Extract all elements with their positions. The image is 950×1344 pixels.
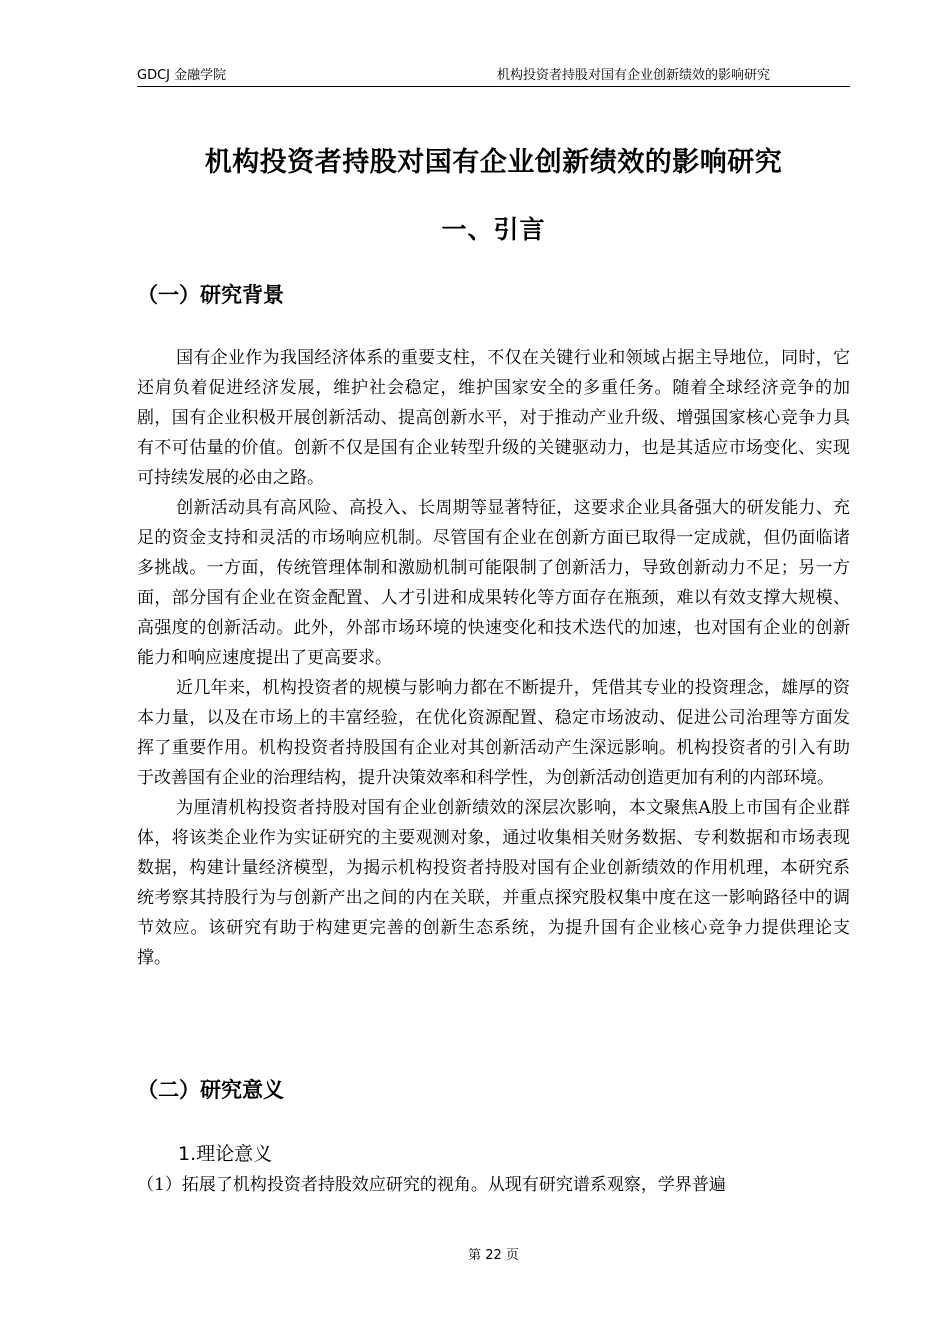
- significance-text: [137, 1170, 850, 1200]
- subsection-heading-background: （一）研究背景: [137, 283, 284, 307]
- document-title: 机构投资者持股对国有企业创新绩效的影响研究: [204, 147, 783, 178]
- header-left: GDCJ 金融学院: [137, 68, 227, 83]
- background-text: [137, 343, 850, 973]
- sub-subsection-heading-theory: 1.理论意义: [178, 1143, 273, 1165]
- paragraph: 国有企业作为我国经济体系的重要支柱，不仅在关键行业和领域占据主导地位，同时，它还肩负着促进经济发展，维护社会稳定，维护国家安全的多重任务。随着全球经济竞争的加剧，国有企业积极开展创新活动、提高创新水平，对于推动产业升级、增强国家核心竞争力具有不可估量的价值。创新不仅是国有企业转型升级的关键驱动力，也是其适应市场变化、实现可持续发展的必由之路。: [137, 348, 850, 488]
- header-right: 机构投资者持股对国有企业创新绩效的影响研究: [496, 68, 770, 83]
- paragraph: 创新活动具有高风险、高投入、长周期等显著特征，这要求企业具备强大的研发能力、充足的资金支持和灵活的市场响应机制。尽管国有企业在创新方面已取得一定成就，但仍面临诸多挑战。一方面，传统管理体制和激励机制可能限制了创新活力，导致创新动力不足；另一方面，部分国有企业在资金配置、人才引进和成果转化等方面存在瓶颈，难以有效支撑大规模、高强度的创新活动。此外，外部市场环境的快速变化和技术迭代的加速，也对国有企业的创新能力和响应速度提出了更高要求。: [137, 498, 850, 668]
- paragraph: 为厘清机构投资者持股对国有企业创新绩效的深层次影响，本文聚焦A股上市国有企业群体，将该类企业作为实证研究的主要观测对象，通过收集相关财务数据、专利数据和市场表现数据，构建计量经济模型，为揭示机构投资者持股对国有企业创新绩效的作用机理，本研究系统考察其持股行为与创新产出之间的内在关联，并重点探究股权集中度在这一影响路径中的调节效应。该研究有助于构建更完善的创新生态系统，为提升国有企业核心竞争力提供理论支撑。: [137, 798, 850, 968]
- page-header: [137, 66, 850, 87]
- paragraph: 近几年来，机构投资者的规模与影响力都在不断提升，凭借其专业的投资理念，雄厚的资本力量，以及在市场上的丰富经验，在优化资源配置、稳定市场波动、促进公司治理等方面发挥了重要作用。机构投资者持股国有企业对其创新活动产生深远影响。机构投资者的引入有助于改善国有企业的治理结构，提升决策效率和科学性，为创新活动创造更加有利的内部环境。: [137, 678, 850, 788]
- section-heading-introduction: 一、引言: [441, 215, 546, 244]
- page-number: 第 22 页: [468, 1248, 519, 1263]
- subsection-heading-significance: （二）研究意义: [137, 1078, 284, 1102]
- paragraph: （1）拓展了机构投资者持股效应研究的视角。从现有研究谱系观察，学界普遍: [137, 1175, 726, 1195]
